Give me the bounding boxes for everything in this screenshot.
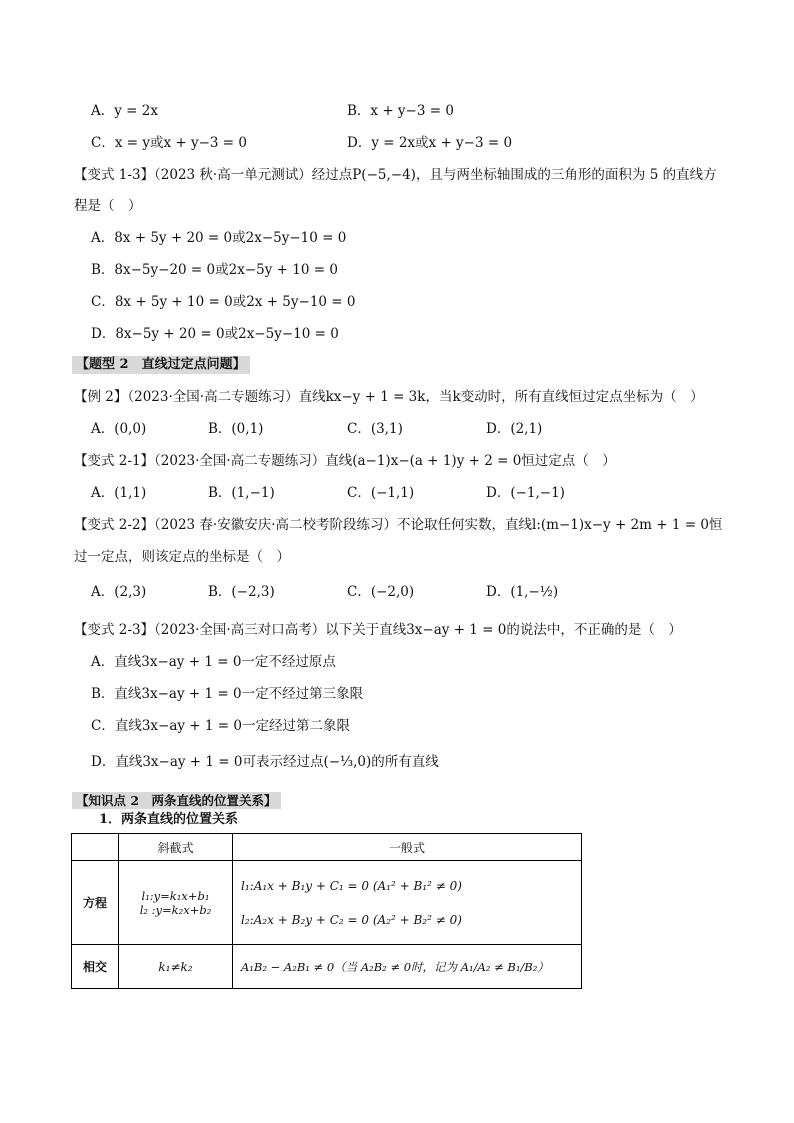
- example-2-stem: 【例 2】（2023·全国·高二专题练习）直线kx−y + 1 = 3k，当k变动时，所有直线恒过定点坐标为（ ）: [74, 389, 704, 405]
- general-form-l1: l₁:A₁x + B₁y + C₁ = 0 (A₁² + B₁² ≠ 0): [241, 878, 462, 893]
- knowledge-2-header: 【知识点 2 两条直线的位置关系】: [72, 792, 281, 809]
- variant-1-3-stem-line2: 程是（ ）: [74, 198, 142, 214]
- variant-2-2-stem-line1: 【变式 2-2】（2023 春·安徽安庆·高二校考阶段练习）不论取任何实数，直线l:(m−1)x−y + 2m + 1 = 0恒: [74, 517, 723, 533]
- variant-2-1-option-b: B．(1,−1): [208, 485, 275, 501]
- table-header-slope: 斜截式: [119, 834, 233, 861]
- variant-2-1-stem: 【变式 2-1】（2023·全国·高二专题练习）直线(a−1)x−(a + 1)y + 2 = 0恒过定点（ ）: [74, 453, 616, 469]
- variant-1-3-stem-line1: 【变式 1-3】（2023 秋·高一单元测试）经过点P(−5,−4)，且与两坐标轴围成的三角形的面积为 5 的直线方: [74, 167, 717, 183]
- variant-1-3-option-c: C．8x + 5y + 10 = 0或2x + 5y−10 = 0: [91, 294, 356, 310]
- variant-1-3-option-d: D．8x−5y + 20 = 0或2x−5y−10 = 0: [91, 326, 339, 342]
- example-2-option-d: D．(2,1): [486, 421, 543, 437]
- option-a: A．y = 2x: [91, 103, 158, 119]
- variant-2-3-option-b: B．直线3x−ay + 1 = 0一定不经过第三象限: [91, 686, 364, 702]
- variant-2-3-option-d: D．直线3x−ay + 1 = 0可表示经过点(−⅓,0)的所有直线: [91, 754, 439, 770]
- slope-form-l1: l₁:y=k₁x+b₁: [141, 888, 210, 903]
- variant-1-3-option-b: B．8x−5y−20 = 0或2x−5y + 10 = 0: [91, 262, 338, 278]
- option-d: D．y = 2x或x + y−3 = 0: [347, 135, 513, 151]
- general-form-cell: [233, 861, 582, 945]
- general-intersect-cell: A₁B₂ − A₂B₁ ≠ 0（当 A₂B₂ ≠ 0时，记为 A₁/A₂ ≠ B₁/B₂）: [233, 945, 582, 989]
- variant-2-3-stem: 【变式 2-3】（2023·全国·高三对口高考）以下关于直线3x−ay + 1 = 0的说法中，不正确的是（ ）: [74, 622, 682, 638]
- slope-form-l2: l₂ :y=k₂x+b₂: [139, 902, 212, 917]
- table-row: [72, 945, 582, 989]
- variant-1-3-option-a: A．8x + 5y + 20 = 0或2x−5y−10 = 0: [91, 230, 347, 246]
- table-header-blank: [72, 834, 119, 861]
- variant-2-1-option-a: A．(1,1): [91, 485, 147, 501]
- example-2-option-c: C．(3,1): [347, 421, 403, 437]
- option-c: C．x = y或x + y−3 = 0: [91, 135, 247, 151]
- variant-2-2-option-b: B．(−2,3): [208, 584, 275, 600]
- example-2-option-a: A．(0,0): [91, 421, 147, 437]
- variant-2-2-option-d: D．(1,−½): [486, 584, 559, 600]
- option-b: B．x + y−3 = 0: [347, 103, 454, 119]
- row-label-equation: 方程: [72, 861, 119, 945]
- line-relation-table: [71, 833, 582, 989]
- variant-2-3-option-c: C．直线3x−ay + 1 = 0一定经过第二象限: [91, 718, 350, 734]
- table-header-general: 一般式: [233, 834, 582, 861]
- variant-2-3-option-a: A．直线3x−ay + 1 = 0一定不经过原点: [91, 654, 336, 670]
- variant-2-2-stem-line2: 过一定点，则该定点的坐标是（ ）: [74, 549, 290, 565]
- variant-2-1-option-c: C．(−1,1): [347, 485, 415, 501]
- variant-2-1-option-d: D．(−1,−1): [486, 485, 565, 501]
- slope-form-cell: [119, 861, 233, 945]
- row-label-intersect: 相交: [72, 945, 119, 989]
- general-form-l2: l₂:A₂x + B₂y + C₂ = 0 (A₂² + B₂² ≠ 0): [241, 912, 462, 927]
- slope-intersect-cell: k₁≠k₂: [119, 945, 233, 989]
- type-2-header: 【题型 2 直线过定点问题】: [72, 356, 250, 374]
- variant-2-2-option-c: C．(−2,0): [347, 584, 415, 600]
- example-2-option-b: B．(0,1): [208, 421, 264, 437]
- knowledge-2-subtitle: 1．两条直线的位置关系: [99, 812, 239, 827]
- table-row: [72, 861, 582, 945]
- table-header-row: [72, 834, 582, 861]
- variant-2-2-option-a: A．(2,3): [91, 584, 147, 600]
